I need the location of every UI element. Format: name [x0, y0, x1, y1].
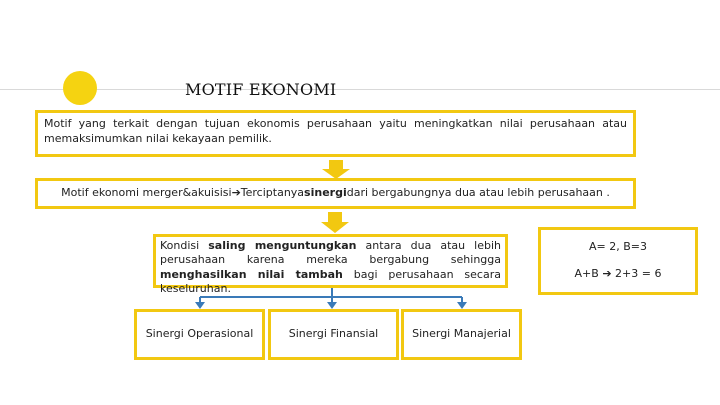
merger-prefix: Motif ekonomi merger&akuisisi — [61, 186, 232, 200]
condition-text-2: antara dua atau lebih perusahaan karena mereka bergabung sehingga — [160, 239, 501, 267]
definition-text: Motif yang terkait dengan tujuan ekonomis perusahaan yaitu meningkatkan nilai perusahaan atau memaksimumkan nilai kekayaan pemilik. — [44, 117, 627, 145]
formula-line-1: A= 2, B=3 — [589, 240, 647, 254]
condition-text-1: Kondisi — [160, 239, 209, 252]
synergy-label: Sinergi Operasional — [145, 327, 254, 341]
right-arrow-icon: ➔ — [602, 267, 612, 280]
condition-bold-1: saling menguntungkan — [208, 239, 357, 252]
condition-text-3: bagi perusahaan secara keseluruhan. — [160, 267, 501, 295]
formula-lhs: A+B — [574, 267, 603, 280]
merger-result-lead: Terciptanya — [240, 186, 305, 200]
synergy-label: Sinergi Manajerial — [412, 327, 511, 341]
merger-result-tail: dari bergabungnya dua atau lebih perusahaan . — [346, 186, 610, 200]
formula-rhs: 2+3 = 6 — [611, 267, 662, 280]
synergy-managerial-box — [401, 309, 522, 360]
synergy-financial-box — [268, 309, 399, 360]
synergy-label: Sinergi Finansial — [288, 327, 379, 341]
condition-bold-2: menghasilkan nilai tambah — [160, 267, 343, 281]
slide-title: MOTIF EKONOMI — [185, 80, 337, 99]
synergy-operational-box — [134, 309, 265, 360]
merger-result-bold: sinergi — [304, 186, 347, 200]
right-arrow-icon: ➔ — [231, 186, 241, 200]
